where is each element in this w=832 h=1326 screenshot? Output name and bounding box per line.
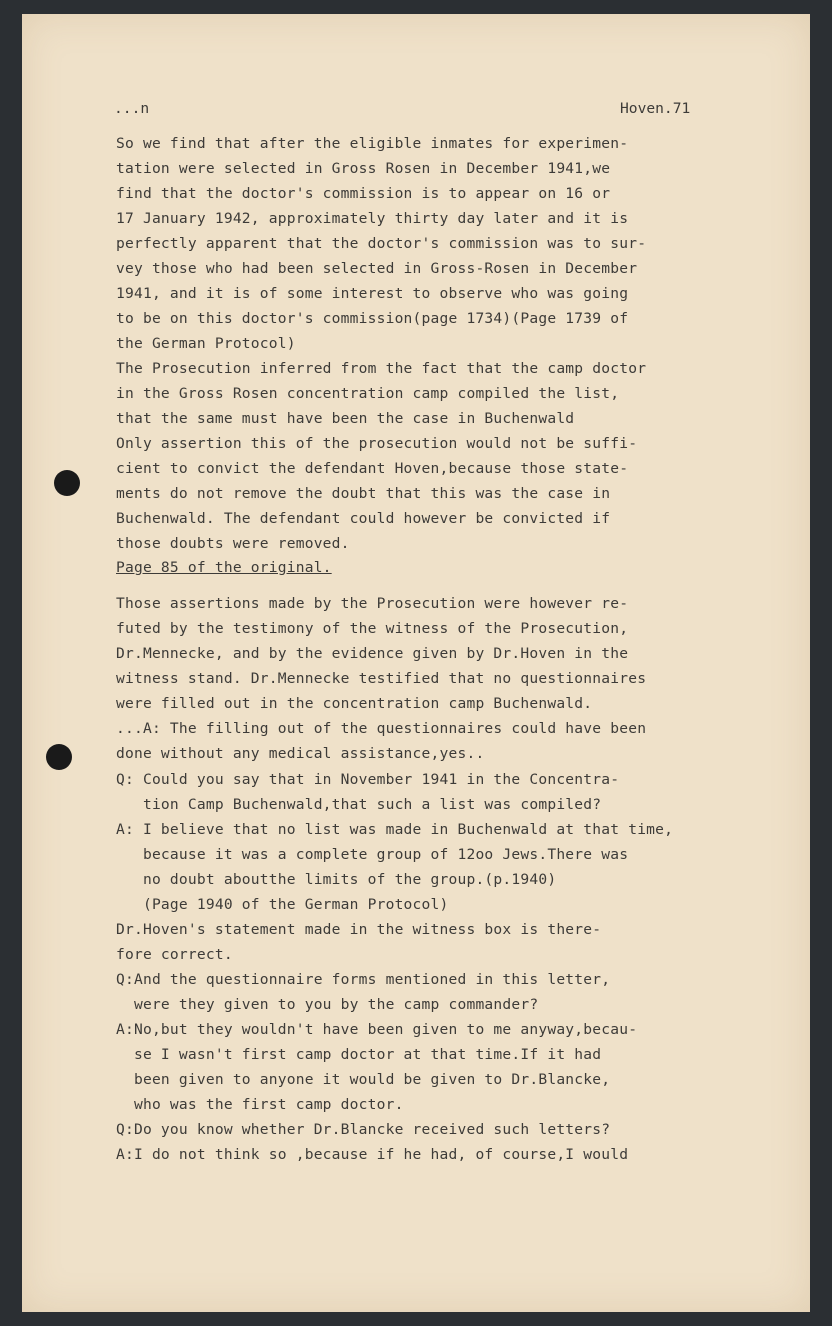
section-heading: Page 85 of the original. bbox=[116, 559, 332, 576]
text-line: Q:Do you know whether Dr.Blancke received such letters? bbox=[116, 1121, 611, 1138]
text-line: in the Gross Rosen concentration camp compiled the list, bbox=[116, 385, 620, 402]
text-line: been given to anyone it would be given to Dr.Blancke, bbox=[116, 1071, 611, 1088]
text-line: tion Camp Buchenwald,that such a list was compiled? bbox=[116, 796, 602, 813]
document-page bbox=[22, 14, 810, 1312]
text-line: Dr.Hoven's statement made in the witness box is there- bbox=[116, 921, 602, 938]
text-line: because it was a complete group of 12oo Jews.There was bbox=[116, 846, 629, 863]
text-line: 1941, and it is of some interest to observe who was going bbox=[116, 285, 629, 302]
text-line: were filled out in the concentration camp Buchenwald. bbox=[116, 695, 593, 712]
text-line: tation were selected in Gross Rosen in December 1941,we bbox=[116, 160, 611, 177]
text-line: Only assertion this of the prosecution would not be suffi- bbox=[116, 435, 638, 452]
text-line: A:No,but they wouldn't have been given to me anyway,becau- bbox=[116, 1021, 638, 1038]
text-line: A: I believe that no list was made in Buchenwald at that time, bbox=[116, 821, 674, 838]
text-line: those doubts were removed. bbox=[116, 535, 350, 552]
text-line: (Page 1940 of the German Protocol) bbox=[116, 896, 449, 913]
text-line: cient to convict the defendant Hoven,because those state- bbox=[116, 460, 629, 477]
text-line: A:I do not think so ,because if he had, of course,I would bbox=[116, 1146, 629, 1163]
text-line: ...A: The filling out of the questionnaires could have been bbox=[116, 720, 647, 737]
text-line: that the same must have been the case in Buchenwald bbox=[116, 410, 575, 427]
text-line: were they given to you by the camp commander? bbox=[116, 996, 539, 1013]
text-line: the German Protocol) bbox=[116, 335, 296, 352]
punch-hole-bottom bbox=[46, 744, 72, 770]
text-line: Q: Could you say that in November 1941 in the Concentra- bbox=[116, 771, 620, 788]
text-line: done without any medical assistance,yes.. bbox=[116, 745, 485, 762]
text-line: Buchenwald. The defendant could however be convicted if bbox=[116, 510, 611, 527]
text-line: futed by the testimony of the witness of the Prosecution, bbox=[116, 620, 629, 637]
text-line: Q:And the questionnaire forms mentioned in this letter, bbox=[116, 971, 611, 988]
punch-hole-top bbox=[54, 470, 80, 496]
text-line: who was the first camp doctor. bbox=[116, 1096, 404, 1113]
text-line: to be on this doctor's commission(page 1734)(Page 1739 of bbox=[116, 310, 629, 327]
text-line: witness stand. Dr.Mennecke testified that no questionnaires bbox=[116, 670, 647, 687]
text-line: vey those who had been selected in Gross-Rosen in December bbox=[116, 260, 638, 277]
text-line: se I wasn't first camp doctor at that time.If it had bbox=[116, 1046, 602, 1063]
page-number: Hoven.71 bbox=[620, 100, 691, 117]
text-line: So we find that after the eligible inmates for experimen- bbox=[116, 135, 629, 152]
text-line: perfectly apparent that the doctor's commission was to sur- bbox=[116, 235, 647, 252]
text-line: Dr.Mennecke, and by the evidence given by Dr.Hoven in the bbox=[116, 645, 629, 662]
text-line: The Prosecution inferred from the fact that the camp doctor bbox=[116, 360, 647, 377]
text-line: find that the doctor's commission is to appear on 16 or bbox=[116, 185, 611, 202]
text-line: ments do not remove the doubt that this was the case in bbox=[116, 485, 611, 502]
text-line: no doubt aboutthe limits of the group.(p.1940) bbox=[116, 871, 557, 888]
header-left: ...n bbox=[114, 100, 150, 117]
text-line: fore correct. bbox=[116, 946, 233, 963]
text-line: Those assertions made by the Prosecution were however re- bbox=[116, 595, 629, 612]
text-line: 17 January 1942, approximately thirty day later and it is bbox=[116, 210, 629, 227]
